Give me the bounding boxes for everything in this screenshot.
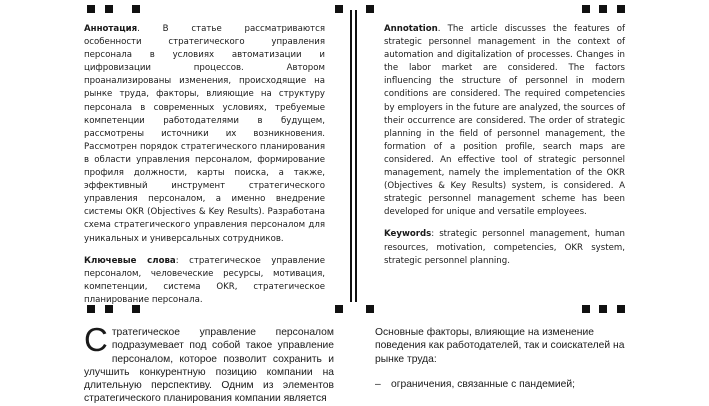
body-left-text: тратегическое управление персоналом подразумевает под собой такое управление персоналом, которое позволит сохранить и улучшить конкурентную позицию компании на длительную перспективу. Одним из элементов стратегического планирования компании является	[84, 327, 334, 405]
drop-cap: С	[84, 321, 108, 358]
list-dash: –	[375, 378, 381, 390]
keywords-en-label: Keywords	[384, 229, 432, 240]
corner-mark	[599, 5, 607, 13]
keywords-en-text: : strategic personnel management, human resources, motivation, competencies, OKR system, strategic personnel planning.	[384, 229, 625, 266]
corner-mark	[87, 5, 95, 13]
corner-mark	[617, 5, 625, 13]
list-item	[375, 378, 626, 391]
article-body-right	[375, 326, 626, 391]
corner-mark	[366, 305, 374, 313]
keywords-en-paragraph	[384, 228, 625, 267]
keywords-ru-paragraph	[84, 255, 325, 307]
corner-mark	[335, 5, 343, 13]
abstract-ru-text: . В статье рассматриваются особенности стратегического управления персонала в условиях автоматизации и цифровизации процессов. Автором проанализированы изменения, происходящие на рынке труда, факторы, влияющие на структуру персонала в современных условиях, требуемые компетенции работодателями в будущем, рассмотрены источники их возникновения. Рассмотрен порядок стратегического планирования в области управления персоналом, формирование профиля должности, карты поиска, а также, эффективный инструмент стратегического управления персоналом, а именно внедрение системы OKR (Objectives & Key Results). Разработана схема стратегического управления персоналом для уникальных и универсальных сотрудников.	[84, 24, 325, 244]
abstract-en-label: Annotation	[384, 24, 438, 34]
corner-mark	[582, 305, 590, 313]
list-item-text: ограничения, связанные с пандемией;	[391, 378, 575, 390]
abstract-ru-paragraph	[84, 23, 325, 246]
column-divider	[355, 10, 357, 302]
corner-mark	[599, 305, 607, 313]
abstract-en	[384, 23, 625, 268]
body-right-intro: Основные факторы, влияющие на изменение поведения как работодателей, так и соискателей на рынке труда:	[375, 327, 625, 365]
keywords-ru-text: : стратегическое управление персоналом, человеческие ресурсы, мотивация, компетенции, система OKR, стратегическое планирование персонала.	[84, 255, 325, 305]
corner-mark	[335, 305, 343, 313]
abstract-en-text: . The article discusses the features of strategic personnel management in the context of automation and digitalization of processes. Changes in the labor market are considered. The factors influencing the structure of personnel in modern conditions are considered. The required competencies by employers in the future are analyzed, the sources of their occurrence are considered. The order of strategic planning in the field of personnel management, the formation of a position profile, search maps are considered. An effective tool of strategic personnel management, namely the implementation of the OKR (Objectives & Key Results) system, is considered. A strategic personnel management scheme has been developed for unique and versatile employees.	[384, 24, 625, 218]
corner-mark	[132, 5, 140, 13]
abstract-ru	[84, 23, 325, 307]
column-divider	[350, 10, 352, 302]
article-body-left	[84, 321, 334, 406]
body-left-paragraph	[84, 321, 334, 406]
corner-mark	[617, 305, 625, 313]
abstract-en-paragraph	[384, 23, 625, 219]
abstract-ru-label: Аннотация	[84, 24, 138, 34]
corner-mark	[366, 5, 374, 13]
corner-mark	[582, 5, 590, 13]
corner-mark	[105, 5, 113, 13]
keywords-ru-label: Ключевые слова	[84, 255, 176, 266]
